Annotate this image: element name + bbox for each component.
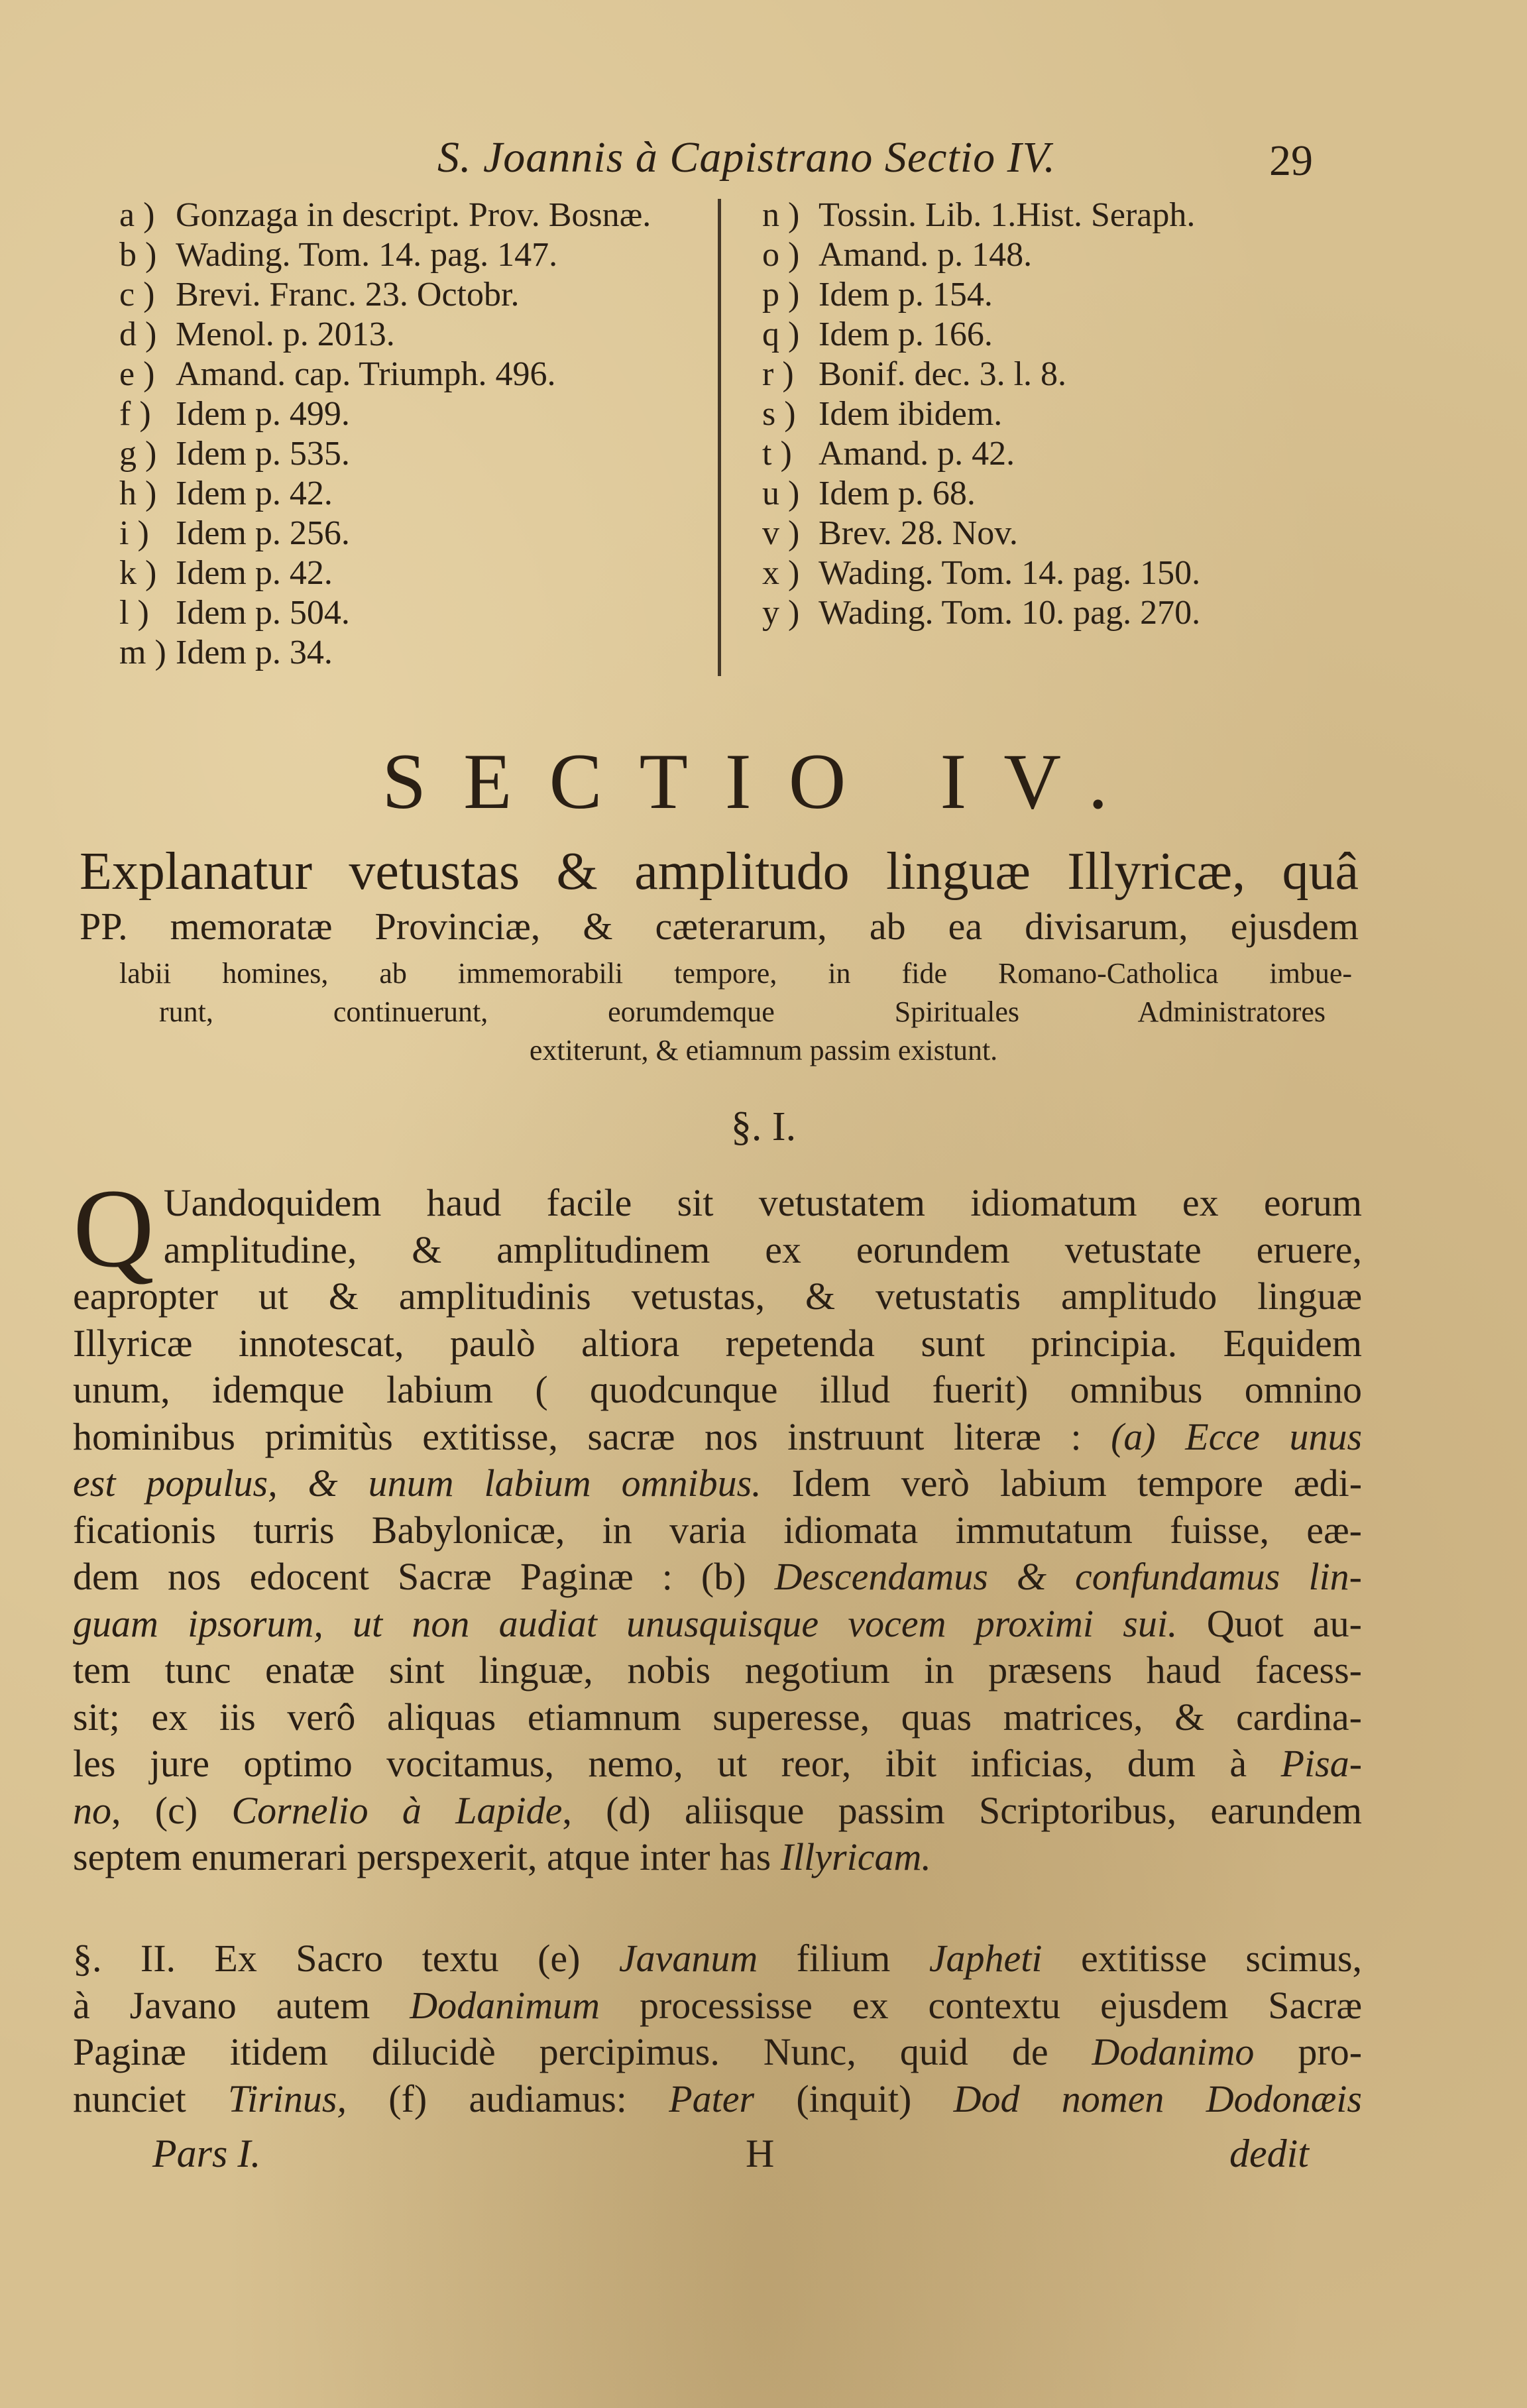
paragraph-2	[73, 1935, 1362, 2122]
paragraph-mark: §. I.	[730, 1104, 797, 1149]
footnote	[762, 315, 1359, 355]
footnote-text: Idem p. 68.	[819, 475, 976, 512]
footnote-list-right	[762, 196, 1359, 633]
footnote-key: l )	[119, 594, 149, 632]
text-line: unum, idemque labium ( quodcunque illud fuerit) omnibus omnino	[73, 1368, 1362, 1411]
footnote	[762, 196, 1359, 235]
footnote-key: f )	[119, 395, 151, 433]
footnote-text: Amand. p. 148.	[819, 236, 1033, 274]
footnote-text: Idem p. 504.	[176, 594, 350, 632]
footnote	[119, 593, 716, 633]
text-line	[73, 2076, 1362, 2123]
signature-mark: H	[746, 2132, 775, 2175]
text-line: tem tunc enatæ sint linguæ, nobis negotium in præsens haud facess-	[73, 1648, 1362, 1691]
footnote	[762, 235, 1359, 275]
footnote-key: n )	[762, 196, 800, 234]
footnote-key: a )	[119, 196, 155, 234]
footnote	[762, 394, 1359, 434]
name: Tirinus,	[228, 2077, 347, 2120]
section-subtitle-line: PP. memoratæ Provinciæ, & cæterarum, ab ea divisarum, ejusdem	[80, 905, 1359, 948]
footnote-text: Idem p. 499.	[176, 395, 350, 433]
page-number: 29	[1269, 137, 1313, 185]
footnote	[762, 593, 1359, 633]
paragraph-1	[73, 1166, 1363, 1881]
footnote	[119, 514, 716, 553]
text-line: amplitudine, & amplitudinem ex eorundem vetustate eruere,	[163, 1228, 1362, 1271]
footnote	[762, 553, 1359, 593]
footnote	[119, 275, 716, 315]
footnote-text: Idem p. 256.	[176, 514, 350, 552]
footnote-key: i )	[119, 514, 149, 552]
text-line	[73, 1788, 1362, 1835]
text-line: Illyricæ innotescat, paulò altiora repetenda sunt principia. Equidem	[73, 1321, 1362, 1365]
footnote-text: Idem p. 42.	[176, 475, 333, 512]
citation: (a) Ecce unus	[1111, 1414, 1363, 1458]
section-subtitle-line: Explanatur vetustas & amplitudo linguæ Illyricæ, quâ	[80, 842, 1359, 901]
text-segment: §. II. Ex Sacro textu (e)	[73, 1937, 581, 1980]
footnote	[762, 474, 1359, 514]
text-line	[73, 1554, 1362, 1601]
footnote-text: Brevi. Franc. 23. Octobr.	[176, 276, 520, 314]
quotation: Pater	[669, 2077, 755, 2120]
emphasis: Illyricam.	[780, 1835, 931, 1878]
footnote-text: Bonif. dec. 3. l. 8.	[819, 355, 1067, 393]
name: Dodanimum	[410, 1983, 600, 2027]
footnote	[762, 275, 1359, 315]
footnote-text: Idem p. 34.	[176, 634, 333, 671]
footnote	[119, 474, 716, 514]
footnote-key: r )	[762, 355, 794, 393]
footnote-text: Idem p. 166.	[819, 315, 993, 353]
footnote-text: Wading. Tom. 14. pag. 147.	[176, 236, 558, 274]
footnote	[119, 196, 716, 235]
footnote-key: b )	[119, 236, 157, 274]
footnote-list-left	[119, 196, 716, 673]
drop-cap: Q	[73, 1166, 154, 1290]
footnote-key: d )	[119, 315, 157, 353]
footnote-key: p )	[762, 276, 800, 314]
text-segment: à Javano autem	[73, 1983, 370, 2027]
footnote-key: v )	[762, 514, 800, 552]
footnote	[762, 514, 1359, 553]
text-line	[73, 2029, 1362, 2076]
text-line	[73, 1460, 1362, 1507]
text-segment: hominibus primitùs extitisse, sacræ nos instruunt literæ :	[73, 1414, 1082, 1458]
footnote	[119, 355, 716, 394]
text-segment: filium	[796, 1937, 891, 1980]
footnote	[119, 553, 716, 593]
footnote-text: Amand. p. 42.	[819, 435, 1015, 473]
footnote-text: Amand. cap. Triumph. 496.	[176, 355, 556, 393]
text-line: sit; ex iis verô aliquas etiamnum superesse, quas matrices, & cardina-	[73, 1695, 1362, 1739]
footnote-text: Wading. Tom. 10. pag. 270.	[819, 594, 1201, 632]
footnote	[119, 633, 716, 673]
text-segment: pro-	[1298, 2030, 1363, 2073]
text-segment: Paginæ itidem dilucidè percipimus. Nunc, quid de	[73, 2030, 1048, 2073]
footnote-key: o )	[762, 236, 800, 274]
footnote-key: h )	[119, 475, 157, 512]
footnote-key: s )	[762, 395, 796, 433]
text-line: eapropter ut & amplitudinis vetustas, & vetustatis amplitudo linguæ	[73, 1275, 1362, 1318]
footnote	[119, 394, 716, 434]
text-segment: , (d) aliisque passim Scriptoribus, earundem	[562, 1788, 1363, 1832]
footnote	[762, 355, 1359, 394]
footnote-text: Idem p. 535.	[176, 435, 350, 473]
footnote-key: q )	[762, 315, 800, 353]
text-line	[73, 1982, 1362, 2030]
text-line: Uandoquidem haud facile sit vetustatem idiomatum ex eorum	[163, 1181, 1362, 1224]
footnote-text: Gonzaga in descript. Prov. Bosnæ.	[176, 196, 651, 234]
footnote-key: e )	[119, 355, 155, 393]
text-line	[73, 1741, 1362, 1788]
author-name: no	[73, 1788, 111, 1832]
footnote-key: t )	[762, 435, 792, 473]
text-segment: extitisse scimus,	[1080, 1937, 1363, 1980]
text-segment: nunciet	[73, 2077, 186, 2120]
footnote	[119, 434, 716, 474]
column-divider	[718, 199, 721, 676]
footnote-text: Idem p. 154.	[819, 276, 993, 314]
text-segment: septem enumerari perspexerit, atque inter has	[73, 1835, 771, 1878]
author-name: Pisa-	[1280, 1742, 1363, 1785]
footer-part: Pars I.	[152, 2132, 261, 2175]
text-segment: dem nos edocent Sacræ Paginæ : (b)	[73, 1555, 746, 1598]
footnote-text: Wading. Tom. 14. pag. 150.	[819, 554, 1201, 592]
footnote-text: Brev. 28. Nov.	[819, 514, 1018, 552]
footnote-key: u )	[762, 475, 800, 512]
footnote	[119, 235, 716, 275]
footnote-key: c )	[119, 276, 155, 314]
text-line	[73, 1935, 1362, 1982]
quotation: guam ipsorum, ut non audiat unusquisque vocem proximi sui.	[73, 1601, 1178, 1645]
quotation: Descendamus & confundamus lin-	[774, 1555, 1362, 1598]
footnote-key: g )	[119, 435, 157, 473]
section-subtitle-line: labii homines, ab immemorabili tempore, in fide Romano-Catholica imbue-	[119, 957, 1352, 990]
running-head: S. Joannis à Capistrano Sectio IV.	[437, 133, 1056, 182]
text-line	[73, 1414, 1362, 1461]
section-subtitle-line: extiterunt, & etiamnum passim existunt.	[529, 1034, 998, 1066]
text-line	[73, 1834, 1362, 1881]
text-segment: , (c)	[111, 1788, 198, 1832]
quotation: est populus, & unum labium omnibus.	[73, 1462, 762, 1505]
text-segment: (inquit)	[796, 2077, 912, 2120]
footnote-key: x )	[762, 554, 800, 592]
name: Dodanimo	[1092, 2030, 1255, 2073]
text-segment: les jure optimo vocitamus, nemo, ut reor, ibit inficias, dum à	[73, 1742, 1247, 1785]
author-name: Cornelio à Lapide	[231, 1788, 563, 1832]
footnote-key: m )	[119, 634, 166, 671]
section-title: SECTIO IV.	[382, 737, 1145, 825]
footnote-text: Tossin. Lib. 1.Hist. Seraph.	[819, 196, 1196, 234]
footnote	[119, 315, 716, 355]
catchword: dedit	[1229, 2132, 1309, 2175]
text-line: ficationis turris Babylonicæ, in varia idiomata immutatum fuisse, eæ-	[73, 1508, 1362, 1552]
text-segment: Quot au-	[1206, 1601, 1362, 1645]
name: Japheti	[929, 1937, 1043, 1980]
footnote-key: k )	[119, 554, 157, 592]
name: Javanum	[618, 1937, 758, 1980]
footnote-text: Idem ibidem.	[819, 395, 1003, 433]
quotation: Dod nomen Dodonæis	[953, 2077, 1362, 2120]
footnote-key: y )	[762, 594, 800, 632]
section-subtitle-line: runt, continuerunt, eorumdemque Spirituales Administratores	[159, 996, 1326, 1028]
text-line	[73, 1601, 1362, 1648]
text-segment: processisse ex contextu ejusdem Sacræ	[639, 1983, 1363, 2027]
text-segment: (f) audiamus:	[388, 2077, 627, 2120]
footnote-text: Menol. p. 2013.	[176, 315, 395, 353]
text-segment: Idem verò labium tempore ædi-	[791, 1462, 1363, 1505]
footnote	[762, 434, 1359, 474]
footnote-text: Idem p. 42.	[176, 554, 333, 592]
